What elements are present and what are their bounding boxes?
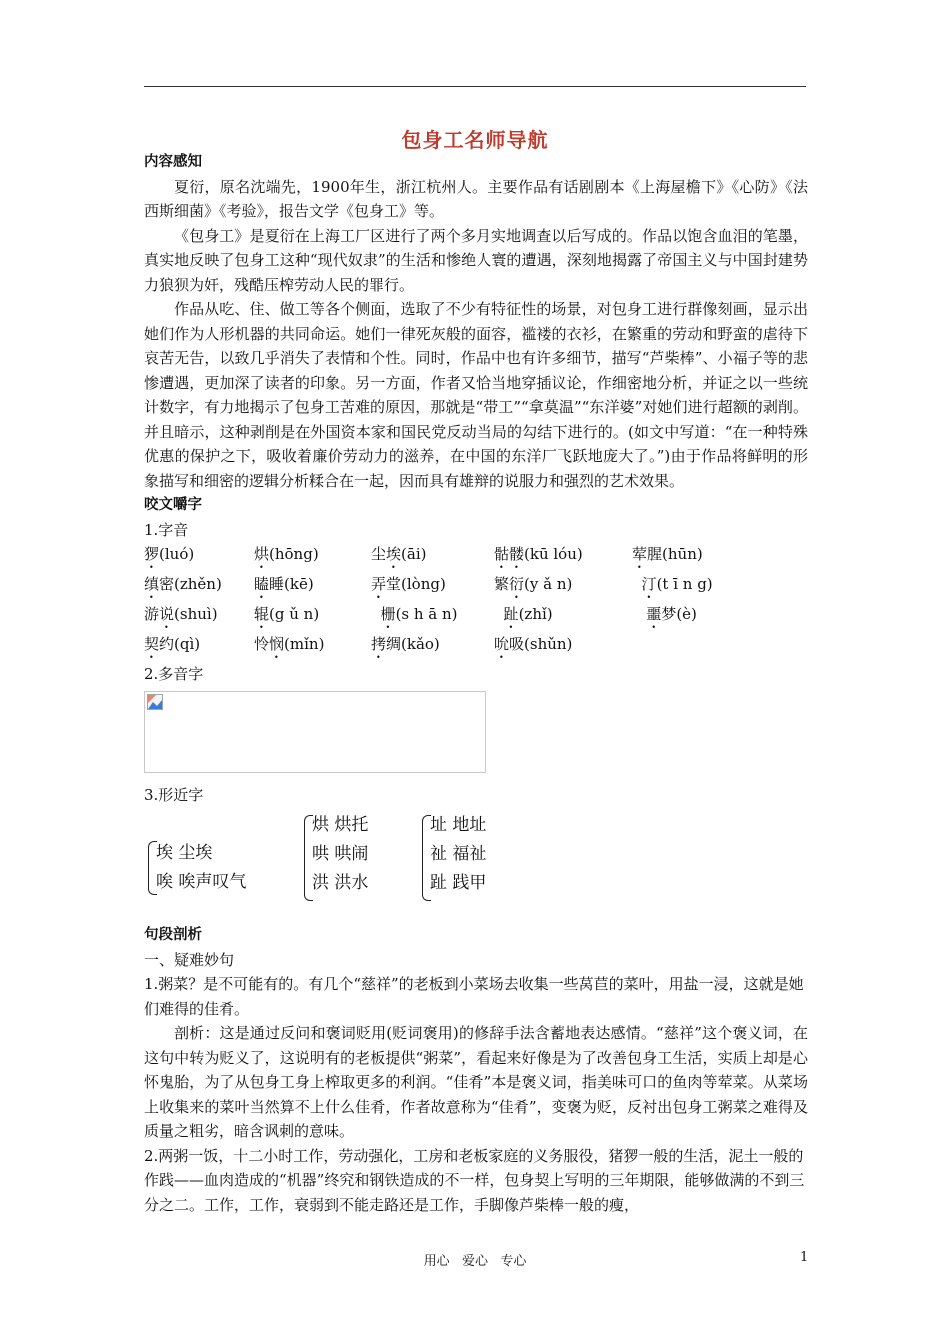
paragraph-author: 夏衍，原名沈端先，1900年生，浙江杭州人。主要作品有话剧剧本《上海屋檐下》《心防》《法西斯细菌》《考验》，报告文学《包身工》等。 bbox=[144, 177, 808, 220]
paragraph-background: 《包身工》是夏衍在上海工厂区进行了两个多月实地调查以后写成的。作品以饱含血泪的笔墨，真实地反映了包身工这种“现代奴隶”的生活和惨绝人寰的遭遇，深刻地揭露了帝国主义与中国封建势力狼狈为奸，残酷压榨劳动人民的罪行。 bbox=[144, 226, 808, 294]
pron-item: 烘(hōng) bbox=[254, 545, 319, 563]
pron-item: 汀(t ī n g) bbox=[641, 575, 713, 593]
section-heading-sentences: 句段剖析 bbox=[144, 927, 202, 943]
subheading-pronunciation: 1.字音 bbox=[144, 520, 189, 539]
paragraph-analysis: 作品从吃、住、做工等各个侧面，选取了不少有特征性的场景，对包身工进行群像刻画，显示出她们作为人形机器的共同命运。她们一律死灰般的面容，褴褛的衣衫，在繁重的劳动和野蛮的虐待下哀苦无告，以致几乎消失了表情和个性。同时，作品中也有许多细节，描写“芦柴棒”、小福子等的悲惨遭遇，更加深了读者的印象。另一方面，作者又恰当地穿插议论，作细密地分析，并证之以一些统计数字，有力地揭示了包身工苦难的原因，那就是“带工”“拿莫温”“东洋婆”对她们进行超额的剥削。并且暗示，这种剥削是在外国资本家和国民党反动当局的勾结下进行的。(如文中写道：“在一种特殊优惠的保护之下，吸收着廉价劳动力的滋养，在中国的东洋厂飞跃地庞大了。”)由于作品将鲜明的形象描写和细密的逻辑分析糅合在一起，因而具有雄辩的说服力和强烈的艺术效果。 bbox=[144, 300, 808, 490]
pron-item: 荤腥(hūn) bbox=[632, 545, 703, 563]
pron-item: 缜密(zhěn) bbox=[144, 575, 222, 593]
pron-item: 契约(qì) bbox=[144, 635, 201, 653]
sentence-2: 2.两粥一饭，十二小时工作，劳动强化，工房和老板家庭的义务服役，猪猡一般的生活，泥土一般的作践——血肉造成的“机器”终究和钢铁造成的不一样，包身契上写明的三年期限，能够做满的不到三分之二。工作，工作，衰弱到不能走路还是工作，手脚像芦柴棒一般的瘦， bbox=[144, 1146, 805, 1214]
pron-item: 骷髅(kū lóu) bbox=[494, 545, 583, 563]
page-title: 包身工名师导航 bbox=[401, 128, 549, 152]
pron-item: 栅(s h ā n) bbox=[380, 605, 458, 623]
page-footer: 用心 爱心 专心 bbox=[423, 1254, 527, 1269]
pronunciation-table bbox=[144, 542, 808, 662]
pron-item: 繁衍(y ǎ n) bbox=[494, 575, 573, 593]
pron-item: 拷绸(kǎo) bbox=[371, 635, 440, 653]
pron-item: 趾(zhǐ) bbox=[503, 605, 553, 623]
pron-item: 弄堂(lòng) bbox=[371, 575, 446, 593]
similar-char-item: 烘 烘托 bbox=[312, 815, 369, 835]
pron-item: 游说(shuì) bbox=[144, 605, 218, 623]
pron-item: 辊(g ǔ n) bbox=[254, 605, 320, 623]
sentence-1: 1.粥菜？是不可能有的。有几个“慈祥”的老板到小菜场去收集一些莴苣的菜叶，用盐一浸，这就是她们难得的佳肴。 bbox=[144, 975, 804, 1018]
subheading-difficult-sentences: 一、疑难妙句 bbox=[144, 950, 235, 969]
section-heading-content: 内容感知 bbox=[144, 154, 202, 170]
pron-item: 猡(luó) bbox=[144, 545, 195, 563]
similar-char-item: 埃 尘埃 bbox=[156, 843, 213, 863]
pron-item: 噩梦(è) bbox=[646, 605, 697, 623]
pron-item-empty bbox=[632, 632, 802, 662]
similar-char-item: 洪 洪水 bbox=[312, 873, 369, 893]
section-heading-words: 咬文嚼字 bbox=[144, 497, 202, 513]
broken-image-icon bbox=[147, 694, 163, 710]
subheading-polyphones: 2.多音字 bbox=[144, 665, 204, 683]
broken-image bbox=[144, 691, 486, 773]
analysis-1: 剖析：这是通过反问和褒词贬用(贬词褒用)的修辞手法含蓄地表达感情。“慈祥”这个褒义词，在这句中转为贬义了，这说明有的老板提供“粥菜”，看起来好像是为了改善包身工生活，实质上却是心怀鬼胎，为了从包身工身上榨取更多的利润。“佳肴”本是褒义词，指美味可口的鱼肉等荤菜。从菜场上收集来的菜叶当然算不上什么佳肴，作者故意称为“佳肴”，变褒为贬，反衬出包身工粥菜之难得及质量之粗劣，暗含讽刺的意味。 bbox=[144, 1024, 808, 1140]
similar-char-item: 趾 践甲 bbox=[430, 873, 487, 893]
similar-char-item: 址 地址 bbox=[430, 815, 487, 835]
similar-char-item: 唉 唉声叹气 bbox=[156, 872, 247, 892]
similar-char-item: 哄 哄闹 bbox=[312, 844, 369, 864]
pron-item: 瞌睡(kē) bbox=[254, 575, 314, 593]
pron-item: 尘埃(āi) bbox=[371, 545, 427, 563]
similar-char-item: 祉 福祉 bbox=[430, 844, 487, 864]
page-number: 1 bbox=[800, 1250, 809, 1265]
header-rule bbox=[144, 86, 806, 87]
document-body bbox=[144, 150, 808, 1217]
pron-item: 吮吸(shǔn) bbox=[494, 635, 573, 653]
pron-item: 怜悯(mǐn) bbox=[254, 635, 325, 653]
similar-chars-groups bbox=[144, 815, 808, 909]
subheading-similar-chars: 3.形近字 bbox=[144, 785, 204, 804]
